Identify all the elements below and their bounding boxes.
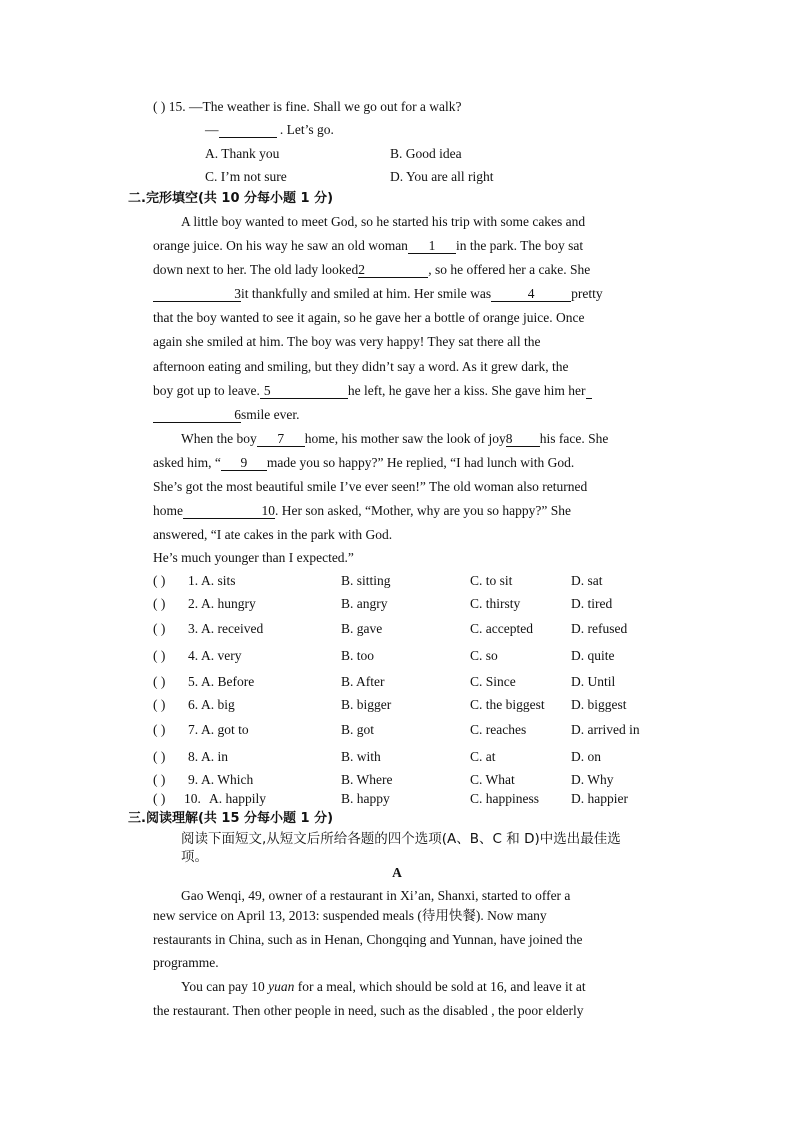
answer-parentheses[interactable]: ( ) [153,99,166,114]
option-a[interactable]: A. Before [201,674,255,689]
passage-title: A [392,865,402,880]
blank-5[interactable]: 5 [260,383,348,399]
blank-line[interactable] [219,122,277,138]
passage-line: the restaurant. Then other people in need, such as the disabled , the poor elderly [153,1003,584,1018]
option-d[interactable]: D. tired [571,596,613,611]
answer-parentheses[interactable]: ( ) [153,772,166,787]
option-c[interactable]: C. the biggest [470,697,545,712]
option-c[interactable]: C. Since [470,674,516,689]
q15-option-a[interactable]: A. Thank you [205,146,280,161]
answer-parentheses[interactable]: ( ) [153,749,166,764]
option-d[interactable]: D. Why [571,772,614,787]
question-number: 7. [188,722,199,737]
passage-line: boy got up to leave. 5 he left, he gave her a kiss. She gave him her [153,382,592,400]
option-b[interactable]: B. got [341,722,375,737]
option-b[interactable]: B. Where [341,772,393,787]
question-number: 9. [188,772,199,787]
passage-line: You can pay 10 yuan for a meal, which should be sold at 16, and leave it at [181,979,586,994]
option-d[interactable]: D. happier [571,791,628,806]
option-c[interactable]: C. reaches [470,722,527,737]
passage-line: 3it thankfully and smiled at him. Her smile was 4 pretty [153,285,603,303]
passage-line: Gao Wenqi, 49, owner of a restaurant in Xi’an, Shanxi, started to offer a [181,888,571,903]
passage-line: programme. [153,955,219,970]
question-number: 5. [188,674,199,689]
option-c[interactable]: C. thirsty [470,596,521,611]
passage-line: asked him, “ 9 made you so happy?” He replied, “I had lunch with God. [153,455,575,470]
q15-option-c[interactable]: C. I’m not sure [205,169,287,184]
passage-line: new service on April 13, 2013: suspended meals (待用快餐). Now many [153,908,547,923]
q15-option-b[interactable]: B. Good idea [390,146,462,161]
answer-parentheses[interactable]: ( ) [153,697,166,712]
question-number: 4. [188,648,199,663]
blank-6[interactable]: 6 [153,407,241,423]
passage-line: 6smile ever. [153,406,299,424]
option-c[interactable]: C. accepted [470,621,533,636]
passage-line: home 10. Her son asked, “Mother, why are you so happy?” She [153,503,572,518]
blank-8[interactable]: 8 [506,431,540,447]
instruction-text: 项。 [181,849,208,865]
answer-parentheses[interactable]: ( ) [153,722,166,737]
option-a[interactable]: A. received [201,621,264,636]
passage-line: afternoon eating and smiling, but they didn’t say a word. As it grew dark, the [153,359,569,374]
question-number: 6. [188,697,199,712]
option-c[interactable]: C. so [470,648,498,663]
option-c[interactable]: C. to sit [470,573,513,588]
option-a[interactable]: A. big [201,697,235,712]
blank-4[interactable]: 4 [491,286,571,302]
option-d[interactable]: D. Until [571,674,616,689]
blank-line[interactable] [586,383,592,399]
option-a[interactable]: A. very [201,648,242,663]
passage-line: down next to her. The old lady looked2 , so he offered her a cake. She [153,262,591,277]
option-b[interactable]: B. bigger [341,697,392,712]
section3-heading: 三.阅读理解(共 15 分每小题 1 分) [128,811,334,826]
passage-line: restaurants in China, such as in Henan, Chongqing and Yunnan, have joined the [153,932,583,947]
option-a[interactable]: A. hungry [201,596,256,611]
question-number: 2. [188,596,199,611]
answer-parentheses[interactable]: ( ) [153,573,166,588]
passage-line: answered, “I ate cakes in the park with God. [153,527,393,542]
answer-parentheses[interactable]: ( ) [153,674,166,689]
option-b[interactable]: B. sitting [341,573,391,588]
option-a[interactable]: A. sits [201,573,236,588]
question-number: 3. [188,621,199,636]
q15-reply: — . Let’s go. [205,122,334,137]
passage-line: again she smiled at him. The boy was very happy! They sat there all the [153,334,541,349]
blank-9[interactable]: 9 [221,455,267,471]
answer-parentheses[interactable]: ( ) [153,621,166,636]
option-d[interactable]: D. on [571,749,601,764]
option-d[interactable]: D. arrived in [571,722,640,737]
option-d[interactable]: D. sat [571,573,603,588]
passage-line: orange juice. On his way he saw an old woman 1 in the park. The boy sat [153,238,584,253]
section2-heading: 二.完形填空(共 10 分每小题 1 分) [128,191,334,206]
q15-stem: ( ) 15. —The weather is fine. Shall we go out for a walk? [153,99,462,114]
option-a[interactable]: A. Which [201,772,254,787]
question-number: 8. [188,749,199,764]
option-b[interactable]: B. angry [341,596,388,611]
passage-line: He’s much younger than I expected.” [153,550,354,565]
answer-parentheses[interactable]: ( ) [153,596,166,611]
answer-parentheses[interactable]: ( ) [153,791,166,806]
blank-3[interactable]: 3 [153,286,241,302]
option-b[interactable]: B. with [341,749,381,764]
option-c[interactable]: C. happiness [470,791,539,806]
instruction-text: 阅读下面短文,从短文后所给各题的四个选项(A、B、C 和 D)中选出最佳选 [181,831,621,847]
answer-parentheses[interactable]: ( ) [153,648,166,663]
q15-option-d[interactable]: D. You are all right [390,169,494,184]
blank-2[interactable]: 2 [358,262,428,278]
option-c[interactable]: C. at [470,749,496,764]
blank-1[interactable]: 1 [408,238,456,254]
blank-10[interactable]: 10 [183,503,275,519]
option-d[interactable]: D. quite [571,648,615,663]
option-c[interactable]: C. What [470,772,515,787]
option-b[interactable]: B. happy [341,791,390,806]
passage-line: When the boy 7 home, his mother saw the look of joy8 his face. She [181,431,609,446]
option-a[interactable]: A. happily [209,791,266,806]
passage-line: She’s got the most beautiful smile I’ve ever seen!” The old woman also returned [153,479,588,494]
option-d[interactable]: D. refused [571,621,628,636]
option-b[interactable]: B. too [341,648,375,663]
option-b[interactable]: B. After [341,674,385,689]
option-a[interactable]: A. got to [201,722,249,737]
question-number: 10. [184,791,201,806]
option-a[interactable]: A. in [201,749,228,764]
passage-line: A little boy wanted to meet God, so he started his trip with some cakes and [181,214,586,229]
option-d[interactable]: D. biggest [571,697,627,712]
option-b[interactable]: B. gave [341,621,383,636]
question-number: 1. [188,573,199,588]
blank-7[interactable]: 7 [257,431,305,447]
passage-line: that the boy wanted to see it again, so he gave her a bottle of orange juice. Once [153,310,585,325]
